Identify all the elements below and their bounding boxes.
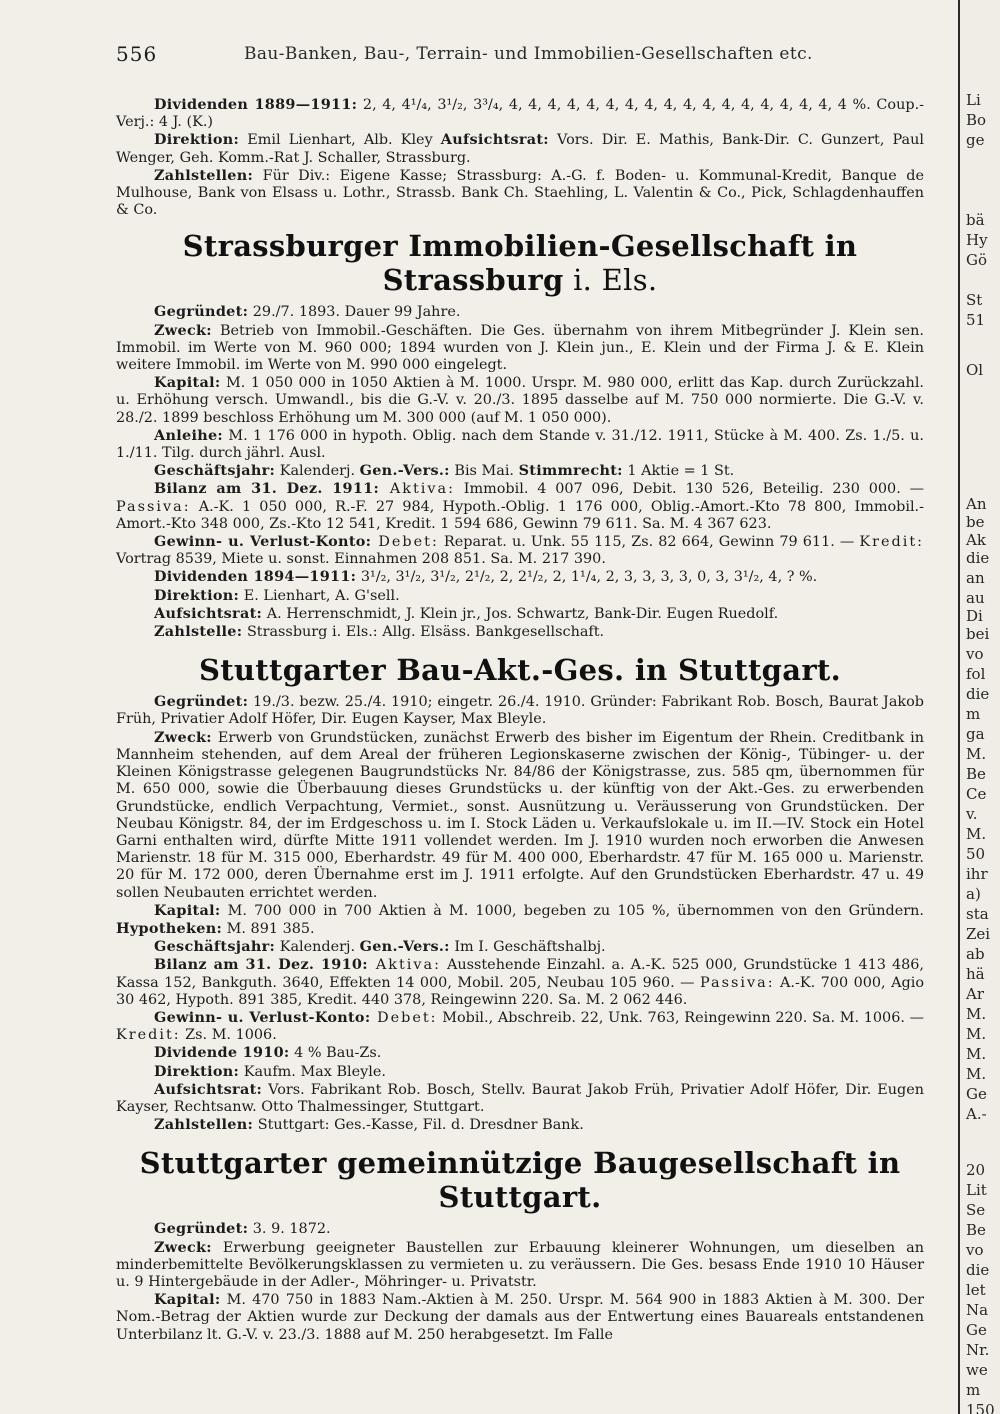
- fragment-line: hä: [966, 965, 985, 983]
- fragment-line: Zei: [966, 925, 991, 943]
- company-heading-stuttgarter-gemeinnuetzige: Stuttgarter gemeinnützige Baugesellschaft in Stuttgart.: [139, 1146, 901, 1215]
- fragment-line: M.: [966, 1045, 987, 1063]
- prev-zahlstellen: Zahlstellen: Für Div.: Eigene Kasse; Strassburg: A.-G. f. Boden- u. Kommunal-Kredit, Banque de Mulhouse, Bank von Elsass u. Lothr., Strassb. Bank Ch. Staehling, L. Valentin & Co., Pick, Schlagdenhauffen & Co.: [116, 166, 924, 219]
- fragment-line: 20: [966, 1161, 986, 1179]
- c2-dividende: Dividende 1910: 4 % Bau-Zs.: [154, 1044, 382, 1062]
- fragment-line: Be: [966, 765, 986, 783]
- fragment-line: die: [966, 685, 990, 703]
- fragment-line: ab: [966, 945, 985, 963]
- fragment-line: a): [966, 885, 981, 903]
- fragment-line: v.: [966, 805, 978, 823]
- fragment-line: Di: [966, 607, 983, 625]
- fragment-line: Na: [966, 1301, 989, 1319]
- fragment-line: Bo: [966, 111, 987, 129]
- company-heading-stuttgarter-bau: Stuttgarter Bau-Akt.-Ges. in Stuttgart.: [198, 653, 841, 688]
- fragment-line: bei: [966, 625, 990, 643]
- fragment-line: Ol: [966, 361, 984, 379]
- fragment-line: Be: [966, 1221, 986, 1239]
- page-content: [116, 96, 924, 1344]
- fragment-line: die: [966, 1261, 990, 1279]
- c1-kapital: Kapital: M. 1 050 000 in 1050 Aktien à M. 1000. Urspr. M. 980 000, erlitt das Kap. durch Zurückzahl. u. Erhöhung versch. Umwandl., bis die G.-V. v. 20./3. 1895 dasselbe auf M. 750 000 normierte. Die G.-V. v. 28./2. 1899 beschloss Erhöhung um M. 300 000 (auf M. 1 050 000).: [116, 374, 924, 426]
- fragment-line: Lit: [966, 1181, 987, 1199]
- c2-direktion: Direktion: Kaufm. Max Bleyle.: [154, 1062, 386, 1080]
- fragment-line: be: [966, 513, 985, 531]
- fragment-line: Ge: [966, 1321, 987, 1339]
- fragment-line: m: [966, 705, 981, 723]
- prev-direktion: Direktion: Emil Lienhart, Alb. Kley Aufsichtsrat: Vors. Dir. E. Mathis, Bank-Dir. C. Gunzert, Paul Wenger, Geh. Komm.-Rat J. Schaller, Strassburg.: [116, 131, 924, 166]
- fragment-line: we: [966, 1361, 988, 1379]
- fragment-line: Ge: [966, 1085, 987, 1103]
- adjacent-page-column-fragment: [958, 0, 1000, 1414]
- fragment-line: Ak: [966, 531, 986, 549]
- fragment-line: ihr: [966, 865, 988, 883]
- page-number: 556: [116, 42, 158, 66]
- fragment-line: Nr.: [966, 1341, 990, 1359]
- company-heading-strassburger-immobilien: Strassburger Immobilien-Gesellschaft in Strassburg i. Els.: [182, 229, 858, 298]
- fragment-line: Se: [966, 1201, 986, 1219]
- c2-zweck: Zweck: Erwerb von Grundstücken, zunächst Erwerb des bisher im Eigentum der Rhein. Creditbank in Mannheim stehenden, auf dem Areal der früheren Legionskaserne zwischen der König-, Tübinger- u. der Kleinen Königstrasse gelegenen Baugrundstücks Nr. 84/86 der Königstrasse, zus. 585 qm, übernommen für M. 650 000, sowie die Überbauung dieses Grundstücks u. der künftig von der Akt.-Ges. zu erwerbenden Grundstücke, endlich Verpachtung, Vermiet., sonst. Ausnützung u. Veräusserung von Grundstücken. Der Neubau Königstr. 84, der im Erdgeschoss u. im I. Stock Läden u. Verkaufslokale u. im II.—IV. Stock ein Hotel Garni enthalten wird, dürfte Mitte 1911 vollendet werden. Im J. 1910 wurden noch erworben die Anwesen Marienstr. 18 für M. 315 000, Eberhardstr. 49 für M. 400 000, Eberhardstr. 47 für M. 165 000 u. Marienstr. 20 für M. 172 000, deren Übernahme erst im J. 1911 erfolgte. Auf den Grundstücken Eberhardstr. 47 u. 49 sollen Neubauten errichtet werden.: [116, 728, 924, 901]
- c1-aufsichtsrat: Aufsichtsrat: A. Herrenschmidt, J. Klein jr., Jos. Schwartz, Bank-Dir. Eugen Ruedolf.: [154, 604, 779, 622]
- fragment-line: bä: [966, 211, 985, 229]
- fragment-line: Ar: [966, 985, 985, 1003]
- c1-zweck: Zweck: Betrieb von Immobil.-Geschäften. Die Ges. übernahm von ihrem Mitbegründer J. Klein sen. Immobil. im Werte von M. 960 000; 1894 wurden von J. Klein jun., E. Klein und der Firma J. & E. Klein weitere Immobil. im Werte von M. 990 000 eingelegt.: [116, 321, 924, 374]
- fragment-line: M.: [966, 1025, 987, 1043]
- fragment-line: an: [966, 569, 985, 587]
- fragment-line: 51: [966, 311, 986, 329]
- c3-gegruendet: Gegründet: 3. 9. 1872.: [154, 1220, 331, 1238]
- c2-zahlstellen: Zahlstellen: Stuttgart: Ges.-Kasse, Fil. d. Dresdner Bank.: [154, 1116, 584, 1134]
- fragment-line: A.-: [966, 1105, 987, 1123]
- page-header: [116, 42, 926, 72]
- fragment-line: ge: [966, 131, 985, 149]
- fragment-line: M.: [966, 825, 987, 843]
- fragment-line: 50: [966, 845, 986, 863]
- fragment-line: vo: [966, 1241, 984, 1259]
- c2-kapital: Kapital: M. 700 000 in 700 Aktien à M. 1000, begeben zu 105 %, übernommen von den Gründern. Hypotheken: M. 891 385.: [116, 901, 924, 937]
- fragment-line: An: [966, 495, 987, 513]
- fragment-line: Li: [966, 91, 981, 109]
- fragment-line: au: [966, 589, 985, 607]
- fragment-line: St: [966, 291, 983, 309]
- fragment-line: ga: [966, 725, 985, 743]
- c1-gegruendet: Gegründet: 29./7. 1893. Dauer 99 Jahre.: [154, 303, 461, 321]
- fragment-line: sta: [966, 905, 989, 923]
- fragment-line: Hy: [966, 231, 988, 249]
- fragment-line: fol: [966, 665, 986, 683]
- c1-zahlstelle: Zahlstelle: Strassburg i. Els.: Allg. Elsäss. Bankgesellschaft.: [154, 623, 605, 641]
- fragment-line: Gö: [966, 251, 988, 269]
- fragment-line: M.: [966, 745, 987, 763]
- c1-anleihe: Anleihe: M. 1 176 000 in hypoth. Oblig. nach dem Stande v. 31./12. 1911, Stücke à M. 400. Zs. 1./5. u. 1./11. Tilg. durch jährl. Ausl.: [116, 426, 924, 462]
- running-title: Bau-Banken, Bau-, Terrain- und Immobilien-Gesellschaften etc.: [244, 44, 813, 64]
- c3-zweck: Zweck: Erwerbung geeigneter Baustellen zur Erbauung kleinerer Wohnungen, um dieselben an minderbemittelte Bevölkerungsklassen zu vermieten u. zu veräussern. Die Ges. besass Ende 1910 10 Häuser u. 9 Hintergebäude in der Adler-, Möhringer- u. Privatstr.: [116, 1238, 924, 1290]
- c3-kapital: Kapital: M. 470 750 in 1883 Nam.-Aktien à M. 250. Urspr. M. 564 900 in 1883 Aktien à M. 300. Der Nom.-Betrag der Aktien wurde zur Deckung der damals aus der Entwertung eines Bauareals entstandenen Unterbilanz lt. G.-V. v. 23./3. 1888 auf M. 250 herabgesetzt. Im Falle: [116, 1291, 924, 1343]
- c1-dividenden: Dividenden 1894—1911: 3¹/₂, 3¹/₂, 3¹/₂, 2¹/₂, 2, 2¹/₂, 2, 1¹/₄, 2, 3, 3, 3, 3, 0, 3, 3¹/₂, 4, ? %.: [154, 568, 818, 586]
- fragment-line: M.: [966, 1005, 987, 1023]
- c1-geschaeftsjahr: Geschäftsjahr: Kalenderj. Gen.-Vers.: Bis Mai. Stimmrecht: 1 Aktie = 1 St.: [154, 462, 735, 480]
- fragment-line: m: [966, 1381, 981, 1399]
- fragment-line: let: [966, 1281, 986, 1299]
- fragment-line: 150: [966, 1401, 995, 1414]
- c2-gewinn-verlust: Gewinn- u. Verlust-Konto: Debet: Mobil., Abschreib. 22, Unk. 763, Reingewinn 220. Sa. M. 1006. — Kredit: Zs. M. 1006.: [116, 1008, 924, 1044]
- c1-gewinn-verlust: Gewinn- u. Verlust-Konto: Debet: Reparat. u. Unk. 55 115, Zs. 82 664, Gewinn 79 611. — Kredit: Vortrag 8539, Miete u. sonst. Einnahmen 208 851. Sa. M. 217 390.: [116, 533, 924, 568]
- c2-bilanz: Bilanz am 31. Dez. 1910: Aktiva: Ausstehende Einzahl. a. A.-K. 525 000, Grundstücke 1 413 486, Kassa 152, Bankguth. 3640, Effekten 14 000, Mobil. 205, Neubau 105 960. — Passiva: A.-K. 700 000, Agio 30 462, Hypoth. 891 385, Kredit. 440 378, Reingewinn 220. Sa. M. 2 062 446.: [116, 956, 924, 1008]
- c1-bilanz: Bilanz am 31. Dez. 1911: Aktiva: Immobil. 4 007 096, Debit. 130 526, Beteilig. 230 000. — Passiva: A.-K. 1 050 000, R.-F. 27 984, Hypoth.-Oblig. 1 176 000, Oblig.-Amort.-Kto 78 800, Immobil.-Amort.-Kto 348 000, Zs.-Kto 12 541, Kredit. 1 594 686, Gewinn 79 611. Sa. M. 4 367 623.: [116, 480, 924, 532]
- c1-direktion: Direktion: E. Lienhart, A. G'sell.: [154, 586, 400, 604]
- fragment-line: Ce: [966, 785, 987, 803]
- c2-aufsichtsrat: Aufsichtsrat: Vors. Fabrikant Rob. Bosch, Stellv. Baurat Jakob Früh, Privatier Adolf Höfer, Dir. Eugen Kayser, Rechtsanw. Otto Thalmessinger, Stuttgart.: [116, 1080, 924, 1115]
- fragment-line: vo: [966, 645, 984, 663]
- prev-dividenden: Dividenden 1889—1911: 2, 4, 4¹/₄, 3¹/₂, 3³/₄, 4, 4, 4, 4, 4, 4, 4, 4, 4, 4, 4, 4, 4, 4, 4, 4, 4, 4 %. Coup.-Verj.: 4 J. (K.): [116, 96, 925, 131]
- c2-geschaeftsjahr: Geschäftsjahr: Kalenderj. Gen.-Vers.: Im I. Geschäftshalbj.: [154, 938, 606, 956]
- fragment-line: M.: [966, 1065, 987, 1083]
- c2-gegruendet: Gegründet: 19./3. bezw. 25./4. 1910; eingetr. 26./4. 1910. Gründer: Fabrikant Rob. Bosch, Baurat Jakob Früh, Privatier Adolf Höfer, Dir. Eugen Kayser, Max Bleyle.: [116, 693, 924, 728]
- fragment-line: die: [966, 549, 990, 567]
